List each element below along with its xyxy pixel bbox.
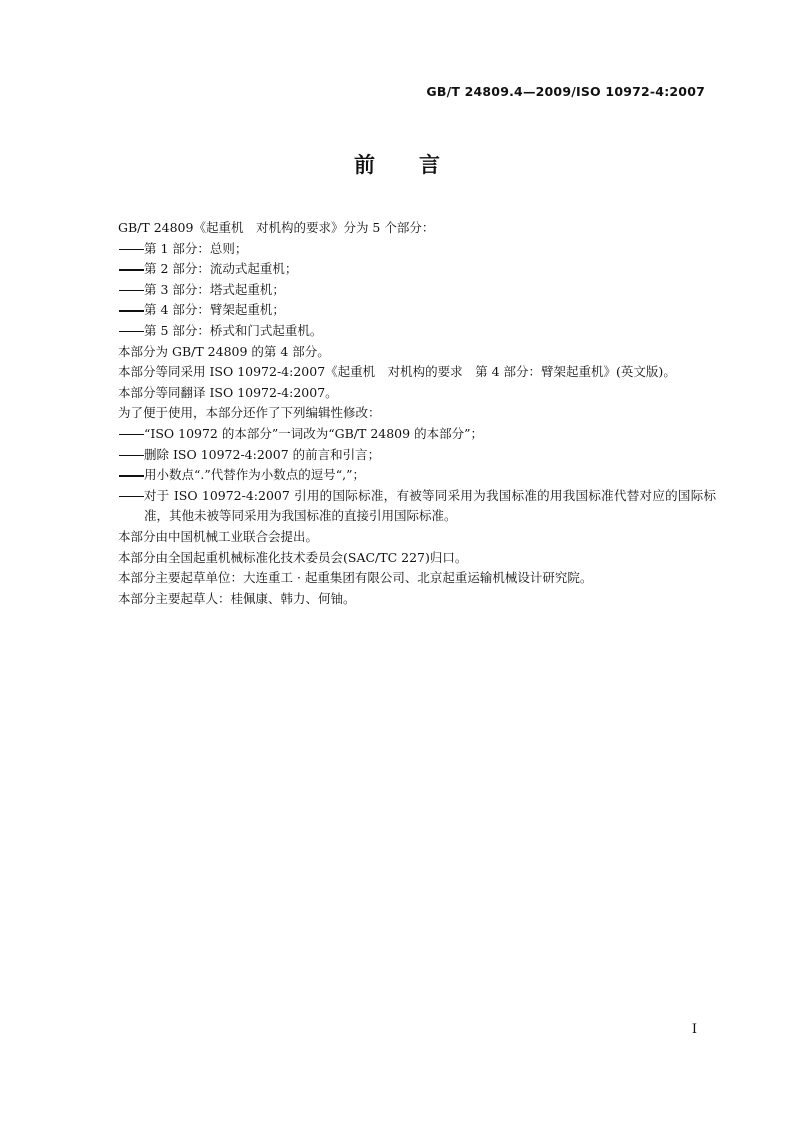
list-item-text: 第 3 部分：塔式起重机； <box>144 281 285 297</box>
adoption-paragraph: 本部分等同采用 ISO 10972-4:2007《起重机 对机构的要求 第 4 部分：臂架起重机》(英文版)。 <box>118 364 676 380</box>
list-item <box>118 239 718 260</box>
foreword-body <box>118 218 718 609</box>
part-of-paragraph: 本部分为 GB/T 24809 的第 4 部分。 <box>118 343 330 359</box>
drafting-units-paragraph: 本部分主要起草单位：大连重工 · 起重集团有限公司、北京起重运输机械设计研究院。 <box>118 570 593 586</box>
list-item-text: 第 4 部分：臂架起重机； <box>144 302 285 318</box>
list-item <box>118 259 718 280</box>
proposed-by-paragraph: 本部分由中国机械工业联合会提出。 <box>118 528 319 544</box>
list-item <box>118 321 718 342</box>
em-dash-marker <box>118 239 144 260</box>
list-item-text: 用小数点“.”代替作为小数点的逗号“,”； <box>144 467 366 483</box>
list-item-text: 第 1 部分：总则； <box>144 240 248 256</box>
list-item <box>118 424 718 445</box>
em-dash-marker <box>118 259 144 280</box>
list-item-text: 第 2 部分：流动式起重机； <box>144 261 298 277</box>
intro-paragraph: GB/T 24809《起重机 对机构的要求》分为 5 个部分： <box>118 220 435 235</box>
em-dash-marker <box>118 445 144 466</box>
em-dash-marker <box>118 321 144 342</box>
list-item-text: “ISO 10972 的本部分”一词改为“GB/T 24809 的本部分”； <box>144 425 483 441</box>
edits-intro-paragraph: 为了便于使用，本部分还作了下列编辑性修改： <box>118 405 381 421</box>
em-dash-marker <box>118 280 144 301</box>
list-item <box>118 486 718 527</box>
page-number: I <box>691 1022 697 1037</box>
em-dash-marker <box>118 486 144 507</box>
drafters-paragraph: 本部分主要起草人：桂佩康、韩力、何铀。 <box>118 590 356 606</box>
page-title: 前言 <box>354 153 484 177</box>
list-item <box>118 445 718 466</box>
em-dash-marker <box>118 424 144 445</box>
translation-paragraph: 本部分等同翻译 ISO 10972-4:2007。 <box>118 384 338 400</box>
em-dash-marker <box>118 300 144 321</box>
list-item <box>118 300 718 321</box>
list-item-text: 删除 ISO 10972-4:2007 的前言和引言； <box>144 446 381 462</box>
centralized-by-paragraph: 本部分由全国起重机械标准化技术委员会(SAC/TC 227)归口。 <box>118 549 468 565</box>
list-item-text: 第 5 部分：桥式和门式起重机。 <box>144 322 323 338</box>
standard-number-header: GB/T 24809.4—2009/ISO 10972-4:2007 <box>426 84 705 99</box>
em-dash-marker <box>118 465 144 486</box>
list-item <box>118 280 718 301</box>
list-item <box>118 465 718 486</box>
list-item-text: 对于 ISO 10972-4:2007 引用的国际标准，有被等同采用为我国标准的用我国标准代替对应的国际标准，其他未被等同采用为我国标准的直接引用国际标准。 <box>144 487 716 524</box>
